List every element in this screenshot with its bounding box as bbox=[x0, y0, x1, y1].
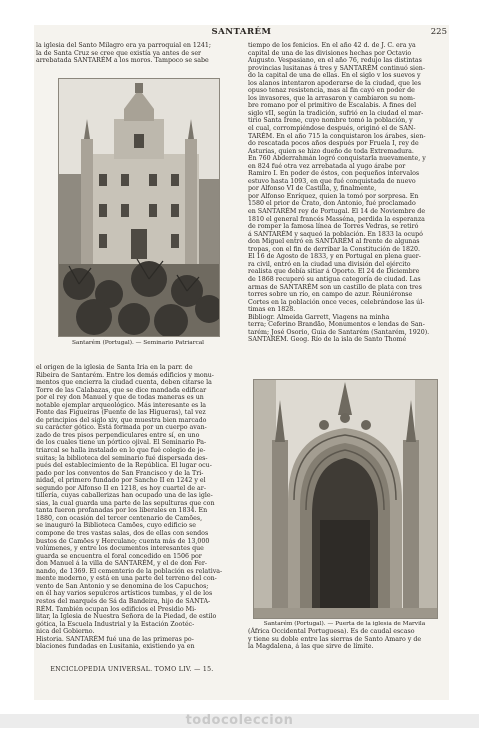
text-line: la de Santa Cruz se cree que existía ya antes de ser bbox=[36, 49, 202, 57]
text-line: de 1868 recuperó su antigua categoría de ciudad. Las bbox=[248, 275, 421, 283]
page-footer: ENCICLOPEDIA UNIVERSAL. TOMO LIV. — 15. bbox=[50, 666, 214, 673]
text-line: blaciones fundadas en Lusitania, existiendo ya en bbox=[36, 643, 195, 651]
figure-seminario-patriarcal bbox=[58, 78, 220, 337]
text-line: Augusto. Vespasiano, en el año 76, redujo las distintas bbox=[248, 57, 422, 65]
text-line: mente moderno, y está en una parte del terreno del con- bbox=[36, 575, 217, 583]
text-line: tirio Santa Irene, cuyo nombre tomó la población, y bbox=[248, 117, 413, 125]
text-line: el origen de la iglesia de Santa Iria en la parr. de bbox=[36, 364, 193, 371]
text-line: se inauguró la Biblioteca Camões, cuyo edificio se bbox=[36, 522, 197, 530]
text-line: Asturias, quien se hizo dueño de toda Extremadura. bbox=[248, 147, 414, 155]
text-line: RÉM. También ocupan los edificios el Presidio Mi- bbox=[36, 605, 197, 613]
right-column-bottom bbox=[248, 628, 444, 651]
right-column-top bbox=[248, 42, 444, 344]
text-line: litar, la Iglesia de Nuestra Señora de la Piedad, de estilo bbox=[36, 613, 217, 621]
text-line: realista que debía sitiar á Oporto. El 24 de Diciembre bbox=[248, 268, 420, 276]
text-line: estuvo hasta 1093, en que fué conquistada de nuevo bbox=[248, 177, 416, 185]
text-line: por el rey don Manuel y que de todas maneras es un bbox=[36, 394, 204, 402]
text-line: zado de tres pisos perpendiculares entre sí, en uno bbox=[36, 431, 200, 439]
left-column-top bbox=[36, 42, 228, 65]
marvila-door-photo bbox=[254, 380, 437, 618]
text-line: tarém; José Osorio, Guia de Santarém (Santarém, 1920). bbox=[248, 328, 430, 336]
text-line: sias, la cual guarda una parte de las sepulturas que con bbox=[36, 499, 215, 507]
text-line: de romper la famosa línea de Torres Vedras, se retiró bbox=[248, 223, 419, 231]
text-line: 1880, con ocasión del tercer centenario de Camões, bbox=[36, 514, 203, 522]
text-line: siglo vII, según la tradición, sufrió en la ciudad el mar- bbox=[248, 109, 424, 117]
text-line: do rescatada pocos años después por Fruela I, rey de bbox=[248, 140, 419, 148]
text-line: triarcal se halla instalado en lo que fué colegio de je- bbox=[36, 447, 206, 455]
text-line: don Miguel entró en SANTARÉM al frente de algunas bbox=[248, 238, 420, 246]
text-line: opuso tenaz resistencia, mas al fin cayó en poder de bbox=[248, 87, 415, 95]
text-line: provincias lusitanas á tres y SANTARÉM continuó sien- bbox=[248, 64, 425, 72]
text-line: nica del Gobierno. bbox=[36, 628, 95, 636]
text-line: gótica, la Escuela Industrial y la Estación Zootéc- bbox=[36, 620, 195, 628]
text-line: tillería, cuyas caballerizas han ocupado una de las igle- bbox=[36, 492, 213, 500]
text-line: y tiene su doble entre las sierras de Santo Amaro y de bbox=[248, 635, 422, 643]
text-line: 1580 el prior de Crato, don Antonio, fué proclamado bbox=[248, 200, 416, 208]
page-number: 225 bbox=[430, 27, 447, 37]
text-line: en él hay varios sepulcros artísticos tumbas, y el de los bbox=[36, 590, 213, 598]
text-line: Torre de las Calabazas, que se dice mandada edificar bbox=[36, 386, 207, 394]
text-line: á SANTARÉM y saqueó la población. En 1833 la ocupó bbox=[248, 230, 423, 238]
text-line: (África Occidental Portuguesa). Es de caudal escaso bbox=[248, 628, 415, 635]
text-line: 1810 el general francés Masséna, perdida la esperanza bbox=[248, 215, 425, 223]
text-line: bre romano por el primitivo de Escalabis. A fines del bbox=[248, 102, 417, 110]
text-line: nando, de 1369. El cementerio de la población es relativa- bbox=[36, 567, 223, 575]
seminary-photo bbox=[59, 79, 219, 336]
text-line: en SANTARÉM rey de Portugal. El 14 de Noviembre de bbox=[248, 208, 426, 216]
watermark-strip bbox=[0, 710, 479, 732]
text-line: mentos que encierra la ciudad cuenta, deben citarse la bbox=[36, 379, 212, 387]
text-line: restos del marqués de Sá da Bandeira, hijo de SANTA- bbox=[36, 597, 211, 605]
figure2-caption: Santarém (Portugal). — Puerta de la iglesia de Marvila bbox=[263, 621, 426, 627]
text-line: torres sobre un río, en campo de azur. Reuniéronse bbox=[248, 291, 413, 299]
text-line: tiempo de los fenicios. En el año 42 d. de J. C. era ya bbox=[248, 42, 416, 49]
text-line: bustos de Camões y Herculano; cuenta más de 13,000 bbox=[36, 537, 210, 545]
text-line: arrebatada SANTARÉM a los moros. Tampoco se sabe bbox=[36, 57, 209, 65]
text-line: guarda se encuentra el foral concedido en 1506 por bbox=[36, 552, 202, 560]
text-line: terra; Ceferino Brandão, Monumentos e lendas de San- bbox=[248, 321, 425, 329]
text-line: Historia. SANTARÉM fué una de las primeras po- bbox=[36, 635, 194, 643]
text-line: los invasores, que la arrasaron y cambiaron su nom- bbox=[248, 94, 416, 102]
watermark-text: todocoleccion bbox=[185, 713, 294, 728]
text-line: El 16 de Agosto de 1833, y en Portugal en plena guer- bbox=[248, 253, 421, 261]
text-line: tropas, con el fin de derribar la Constitución de 1820. bbox=[248, 245, 421, 253]
running-header bbox=[34, 27, 449, 39]
figure1-caption: Santarém (Portugal). — Seminario Patriarcal bbox=[71, 340, 205, 346]
text-line: Bibliogr. Almeida Garrett, Viagens na minha bbox=[248, 313, 390, 321]
text-line: vento de San Antonio y se denomina de los Capuchos; bbox=[36, 582, 209, 590]
text-line: pado por los conventos de San Francisco y de la Tri- bbox=[36, 469, 204, 477]
left-column-bottom bbox=[36, 364, 228, 651]
text-line: don Manuel á la villa de SANTARÉM, y el de don Fer- bbox=[36, 560, 207, 568]
text-line: nidad, el primero fundado por Sancho II en 1242 y el bbox=[36, 477, 206, 485]
text-line: de los cuales tiene un pórtico ojival. El Seminario Pa- bbox=[36, 439, 207, 447]
text-line: volúmenes, y entre los documentos interesantes que bbox=[36, 545, 204, 553]
text-line: segundo por Alfonso II en 1218, es hoy cuartel de ar- bbox=[36, 484, 206, 492]
text-line: Cortes en la población once veces, celebrándose las úl- bbox=[248, 298, 425, 306]
text-line: el cual, corrompiéndose después, originó el de SAN- bbox=[248, 125, 416, 133]
text-line: los alanos intentaron apoderarse de la ciudad, que les bbox=[248, 79, 421, 87]
text-line: pués del establecimiento de la República. El lugar ocu- bbox=[36, 462, 212, 470]
text-line: compone de tres vastas salas, dos de ellas con sendos bbox=[36, 530, 209, 538]
text-line: notable ejemplar arqueológico. Más interesante es la bbox=[36, 401, 207, 409]
text-line: TARÉM. En el año 715 la conquistaron los árabes, sien- bbox=[248, 132, 426, 140]
text-line: tanta fueron profanadas por los liberales en 1834. En bbox=[36, 507, 208, 515]
text-line: En 760 Abderrahmán logró conquistarla nuevamente, y bbox=[248, 155, 426, 163]
text-line: por Alfonso Enríquez, quien la tomó por sorpresa. En bbox=[248, 192, 419, 200]
text-line: suitas; la biblioteca del seminario fué dispersada des- bbox=[36, 454, 208, 462]
text-line: Fonte das Figueiras (Fuente de las Higueras), tal vez bbox=[36, 409, 206, 417]
text-line: capital de una de las divisiones hechas por Octavio bbox=[248, 49, 412, 57]
text-line: la iglesia del Santo Milagro era ya parroquial en 1241; bbox=[36, 42, 212, 49]
text-line: SANTARÉM. Geog. Río de la isla de Santo Thomé bbox=[248, 336, 407, 344]
figure-puerta-marvila bbox=[253, 379, 438, 619]
text-line: armas de SANTARÉM son un castillo de plata con tres bbox=[248, 283, 422, 291]
text-line: do la capital de una de ellas. En el siglo v los suevos y bbox=[248, 72, 421, 80]
text-line: de principios del siglo xiv, que muestra bien marcado bbox=[36, 416, 207, 424]
text-line: Ramiro I. En poder de éstos, con pequeños intervalos bbox=[248, 170, 420, 178]
text-line: timas en 1828. bbox=[248, 306, 296, 314]
text-line: ra civil, entró en la ciudad una división del ejército bbox=[248, 260, 411, 268]
text-line: por Alfonso VI de Castilla, y, finalmente, bbox=[248, 185, 377, 193]
running-header-title: SANTARÉM bbox=[211, 27, 272, 37]
text-line: la Magdalena, á las que sirve de límite. bbox=[248, 643, 374, 651]
text-line: Ribeira de Santarém. Entre los demás edificios y monu- bbox=[36, 371, 214, 379]
text-line: en 824 fué otra vez arrebatada al yugo árabe por bbox=[248, 162, 406, 170]
text-line: su carácter gótico. Está formada por un cuerpo avan- bbox=[36, 424, 207, 432]
